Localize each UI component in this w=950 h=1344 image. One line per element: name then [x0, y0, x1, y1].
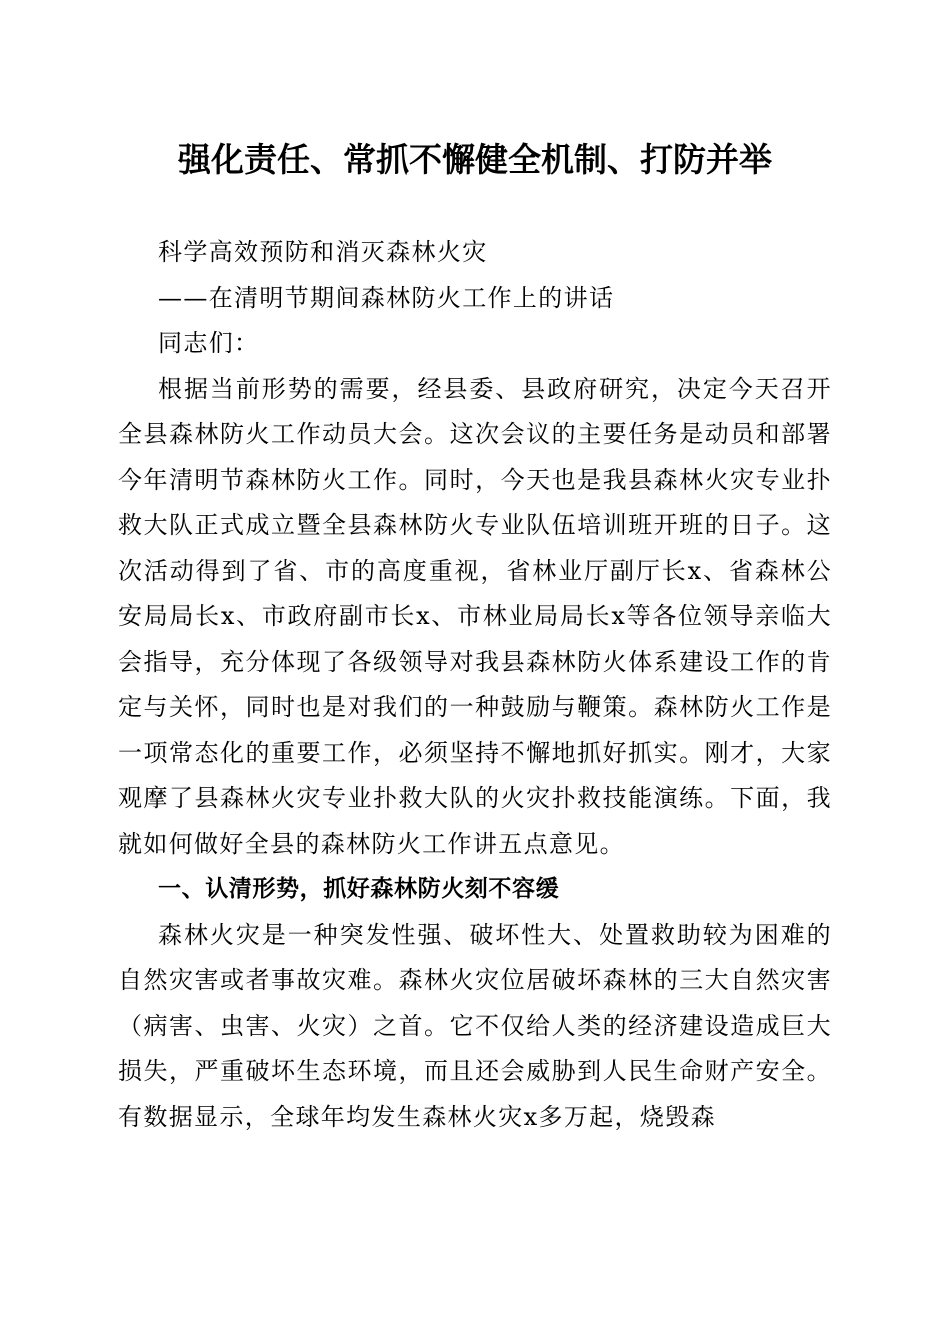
subtitle-speech-occasion: ——在清明节期间森林防火工作上的讲话 — [158, 283, 615, 312]
salutation: 同志们： — [158, 329, 260, 357]
subtitle: 科学高效预防和消灭森林火灾 — [158, 238, 488, 266]
section-paragraph: 森林火灾是一种突发性强、破坏性大、处置救助较为困难的自然灾害或者事故灾难。森林火灾位居破坏森林的三大自然灾害（病害、虫害、火灾）之首。它不仅给人类的经济建设造成巨大损失，严重破坏生态环境，而且还会威胁到人民生命财产安全。有数据显示，全球年均发生森林火灾x多万起，烧毁森 — [118, 920, 832, 1131]
document-title: 强化责任、常抓不懈健全机制、打防并举 — [178, 140, 772, 179]
intro-paragraph: 根据当前形势的需要，经县委、县政府研究，决定今天召开全县森林防火工作动员大会。这次会议的主要任务是动员和部署今年清明节森林防火工作。同时，今天也是我县森林火灾专业扑救大队正式成立暨全县森林防火专业队伍培训班开班的日子。这次活动得到了省、市的高度重视，省林业厅副厅长x、省森林公安局局长x、市政府副市长x、市林业局局长x等各位领导亲临大会指导，充分体现了各级领导对我县森林防火体系建设工作的肯定与关怀，同时也是对我们的一种鼓励与鞭策。森林防火工作是一项常态化的重要工作，必须坚持不懈地抓好抓实。刚才，大家观摩了县森林火灾专业扑救大队的火灾扑救技能演练。下面，我就如何做好全县的森林防火工作讲五点意见。 — [118, 374, 832, 858]
section-heading: 一、认清形势，抓好森林防火刻不容缓 — [158, 876, 560, 902]
document-body — [118, 230, 832, 1140]
